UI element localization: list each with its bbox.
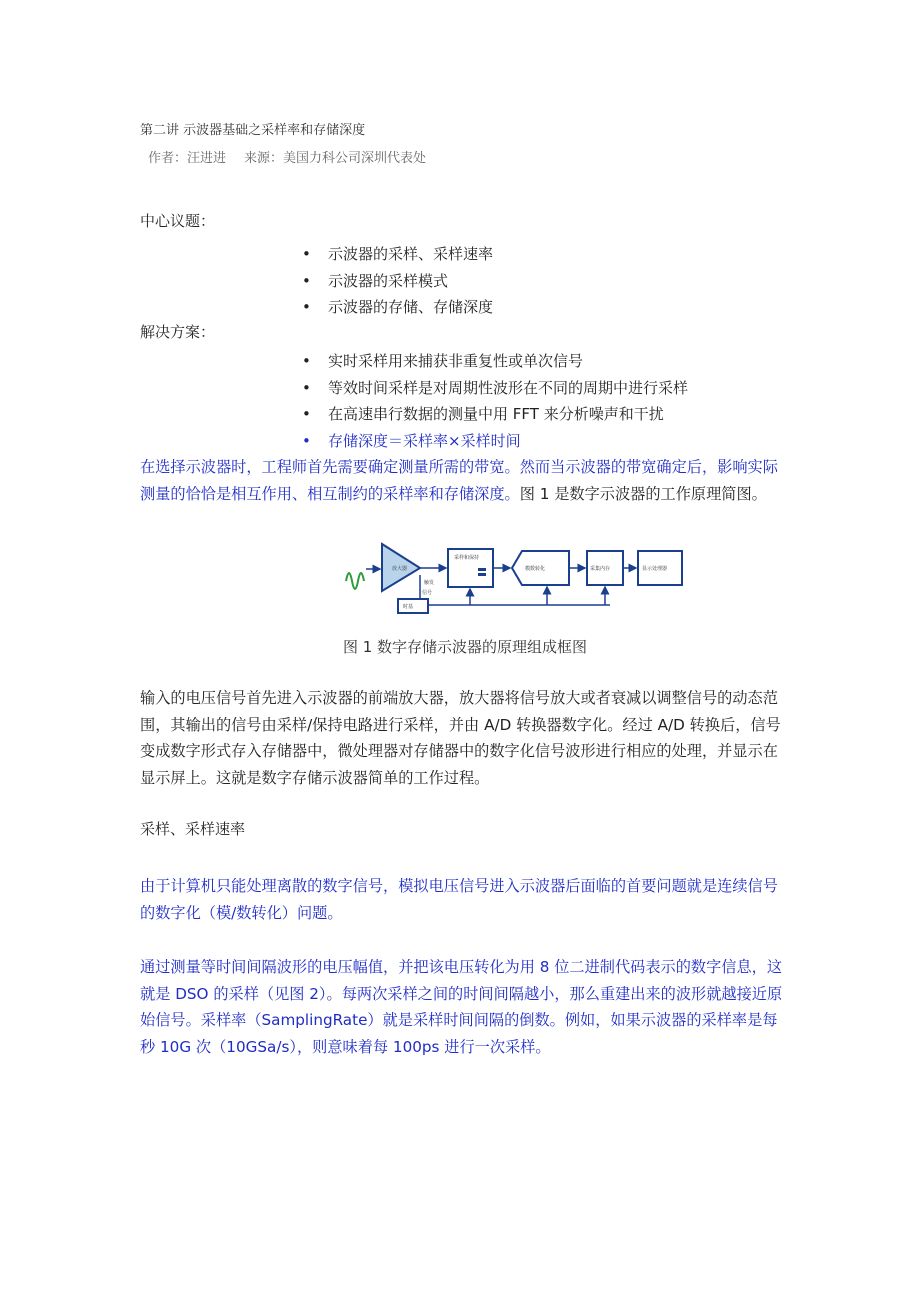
paragraph-3: 通过测量等时间间隔波形的电压幅值，并把该电压转化为用 8 位二进制代码表示的数字信息，这就是 DSO 的采样（见图 2）。每两次采样之间的时间间隔越小，那么重建出来的波形就越接近原始信号。采样率（SamplingRate）就是采样时间间隔的倒数。例如，如果示波器的采样率是每秒 10G 次（10GSa/s），则意味着每 100ps 进行一次采样。 <box>140 958 783 1056</box>
trigger-label: 触发 <box>424 580 435 586</box>
sample-hold-label: 采样和保持 <box>454 555 480 561</box>
adc-label: 模数转化 <box>525 566 546 572</box>
list-item: • 示波器的存储、存储深度 <box>300 294 493 321</box>
timebase-label: 时基 <box>403 604 414 610</box>
author: 作者：汪进进 <box>148 151 227 166</box>
source: 来源：美国力科公司深圳代表处 <box>244 151 427 166</box>
central-topics-heading: 中心议题： <box>140 212 216 230</box>
signal-label: 信号 <box>422 590 433 596</box>
section-heading: 采样、采样速率 <box>140 820 246 838</box>
acquisition-memory-label: 采集内存 <box>590 566 611 572</box>
list-item: • 在高速串行数据的测量中用 FFT 来分析噪声和干扰 <box>300 401 688 428</box>
intro-blue-text: 在选择示波器时，工程师首先需要确定测量所需的带宽。然而当示波器的带宽确定后，影响实际测量的恰恰是相互作用、相互制约的采样率和存储深度。 <box>140 458 778 503</box>
solutions-heading: 解决方案： <box>140 323 216 341</box>
list-item: • 等效时间采样是对周期性波形在不同的周期中进行采样 <box>300 375 688 402</box>
paragraph-2: 由于计算机只能处理离散的数字信号，模拟电压信号进入示波器后面临的首要问题就是连续信号的数字化（模/数转化）问题。 <box>140 877 778 922</box>
paragraph-1: 输入的电压信号首先进入示波器的前端放大器，放大器将信号放大或者衰减以调整信号的动态范围，其输出的信号由采样/保持电路进行采样，并由 A/D 转换器数字化。经过 A/D 转换后，信号变成数字形式存入存储器中，微处理器对存储器中的数字化信号波形进行相应的处理，并显示在显示屏上。这就是数字存储示波器简单的工作过程。 <box>140 689 781 787</box>
block-diagram <box>340 541 686 617</box>
article-title: 第二讲 示波器基础之采样率和存储深度 <box>140 123 366 138</box>
central-topics-list <box>300 241 493 321</box>
list-item: • 存储深度＝采样率×采样时间 <box>300 428 688 455</box>
list-item: • 示波器的采样、采样速率 <box>300 241 493 268</box>
solutions-list <box>300 348 688 454</box>
article-byline <box>148 147 426 166</box>
input-waveform <box>346 573 364 589</box>
list-item: • 实时采样用来捕获非重复性或单次信号 <box>300 348 688 375</box>
intro-black-text: 图 1 是数字示波器的工作原理简图。 <box>519 484 767 503</box>
display-processor-label: 显示处理器 <box>642 566 668 572</box>
intro-paragraph <box>140 454 790 507</box>
figure-caption: 图 1 数字存储示波器的原理组成框图 <box>342 638 588 656</box>
amplifier-label: 放大器 <box>392 566 408 572</box>
list-item: • 示波器的采样模式 <box>300 268 493 295</box>
